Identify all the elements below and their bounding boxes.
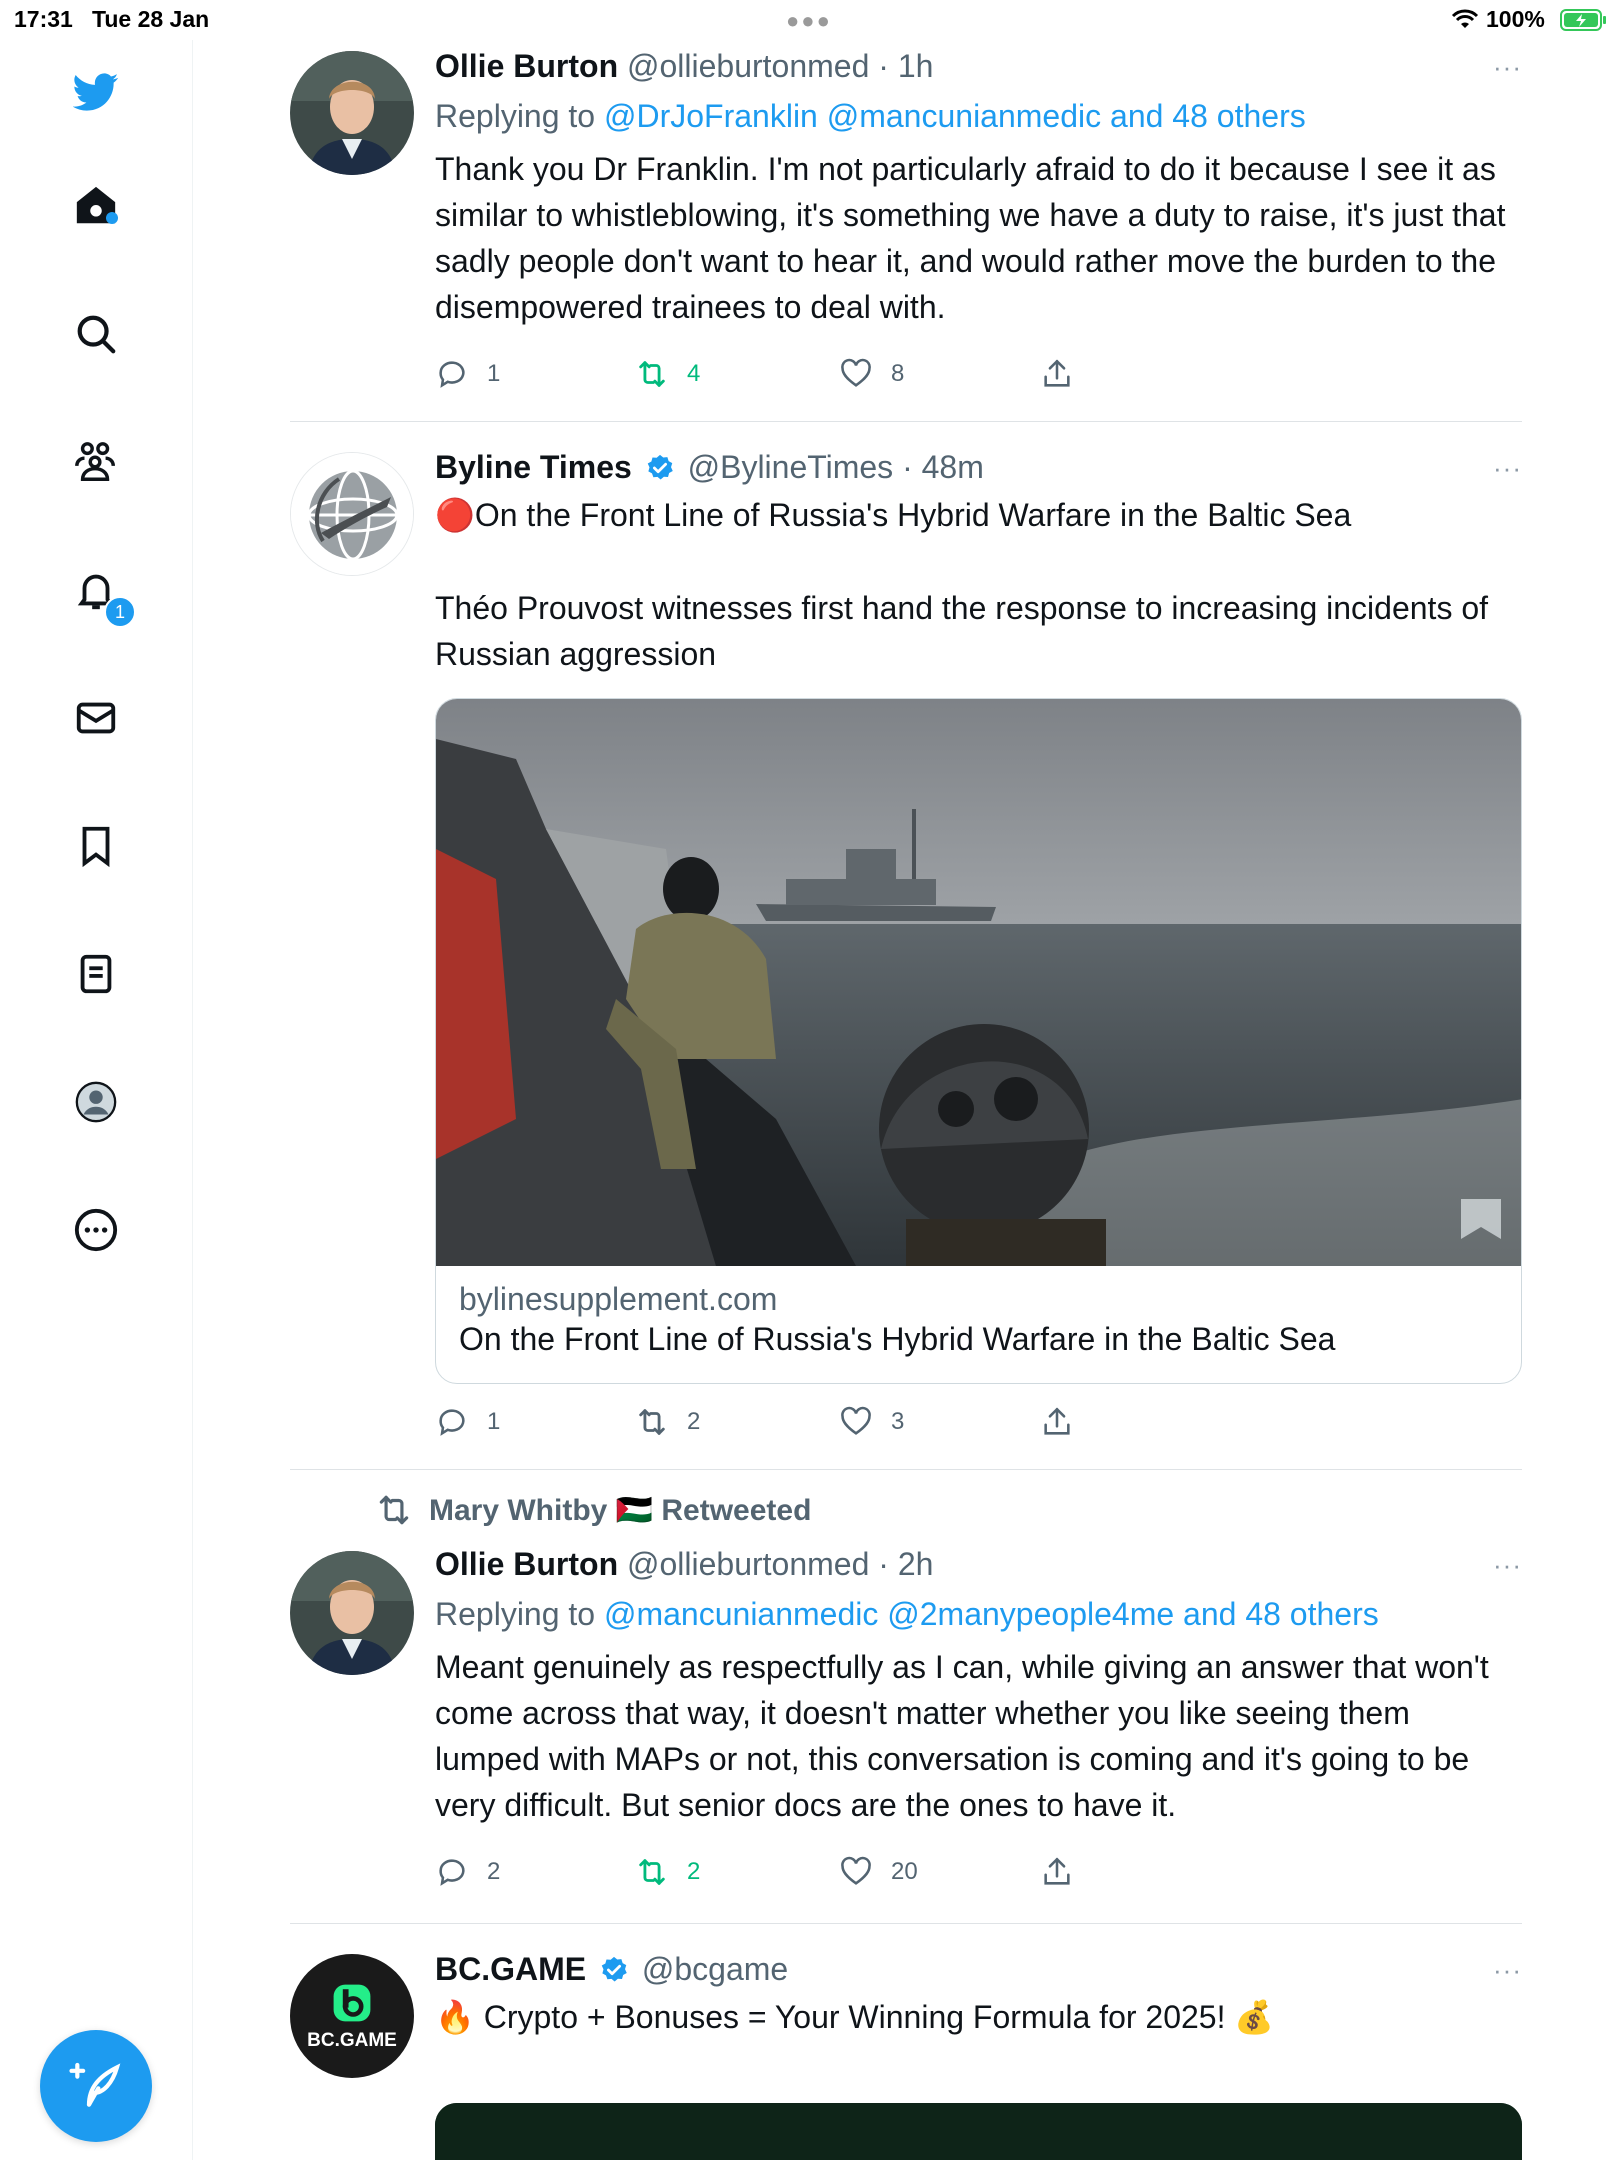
- communities-icon[interactable]: [70, 436, 122, 488]
- tweet-more-menu-icon[interactable]: ···: [1493, 1955, 1522, 1985]
- retweet-button[interactable]: [635, 1402, 700, 1442]
- tweet-text: 🔥 Crypto + Bonuses = Your Winning Formula for 2025! 💰: [435, 1999, 1275, 2035]
- author-name[interactable]: BC.GAME: [435, 1951, 587, 1987]
- reply-count: 1: [487, 1408, 501, 1435]
- author-name[interactable]: Ollie Burton: [435, 48, 619, 84]
- retweet-count: 4: [687, 360, 701, 387]
- avatar[interactable]: [290, 1954, 414, 2078]
- like-count: 20: [891, 1858, 918, 1885]
- retweet-button[interactable]: [635, 354, 700, 394]
- retweet-count: 2: [687, 1858, 701, 1885]
- bookmarks-icon[interactable]: [70, 820, 122, 872]
- tweet-header: [435, 46, 1522, 86]
- avatar-brand-text: BC.GAME: [307, 2030, 397, 2051]
- tweet-content: [435, 46, 1522, 330]
- avatar[interactable]: [290, 452, 414, 576]
- like-count: 8: [891, 360, 905, 387]
- tweet-text-body: Théo Prouvost witnesses first hand the response to increasing incidents of Russian aggression: [435, 590, 1489, 672]
- tweet-text: Thank you Dr Franklin. I'm not particularly afraid to do it because I see it as similar to whistleblowing, it's something we have a duty to raise, it's just that sadly people don't want to hear it, and would rather move the burden to the disempowered trainees to deal with.: [435, 151, 1506, 325]
- promo-media[interactable]: [435, 2103, 1522, 2160]
- card-image[interactable]: [436, 699, 1522, 1266]
- compose-button[interactable]: [40, 2030, 152, 2142]
- profile-icon[interactable]: [70, 1076, 122, 1128]
- notification-count-badge: 1: [104, 596, 136, 628]
- replying-to-prefix: Replying to: [435, 1596, 604, 1632]
- share-button[interactable]: [1040, 354, 1092, 394]
- tweet-more-menu-icon[interactable]: ···: [1493, 52, 1522, 82]
- messages-icon[interactable]: [70, 692, 122, 744]
- tweet-content: [435, 1544, 1522, 1828]
- wifi-icon: [1450, 8, 1480, 30]
- card-title: On the Front Line of Russia's Hybrid Warfare in the Baltic Sea: [459, 1321, 1336, 1357]
- replying-to: [435, 1594, 1522, 1634]
- search-icon[interactable]: [70, 308, 122, 360]
- battery-charging-icon: [1560, 8, 1608, 32]
- reply-button[interactable]: [435, 354, 500, 394]
- reply-count: 2: [487, 1858, 501, 1885]
- replying-to: [435, 96, 1522, 136]
- twitter-logo-icon[interactable]: [70, 66, 122, 118]
- share-icon: [1040, 1855, 1074, 1889]
- sidebar: [0, 40, 193, 2160]
- tweet-content: [435, 447, 1522, 677]
- tweet-actions: [435, 1402, 1135, 1442]
- author-name[interactable]: Byline Times: [435, 449, 632, 485]
- tweet-header: [435, 447, 1522, 487]
- tweet-more-menu-icon[interactable]: ···: [1493, 1550, 1522, 1580]
- share-button[interactable]: [1040, 1852, 1092, 1892]
- tweet-actions: [435, 354, 1135, 394]
- tweet-text-headline: 🔴On the Front Line of Russia's Hybrid Warfare in the Baltic Sea: [435, 497, 1352, 533]
- battery-percent: 100%: [1486, 6, 1545, 32]
- tweet-divider: [290, 421, 1522, 422]
- status-date: Tue 28 Jan: [92, 6, 210, 32]
- tweet-header: [435, 1544, 1522, 1584]
- tweet-divider: [290, 1923, 1522, 1924]
- tweet-text: Meant genuinely as respectfully as I can, while giving an answer that won't come across that way, it doesn't matter whether you like seeing them lumped with MAPs or not, this conversation is coming and it's going to be very difficult. But senior docs are the ones to have it.: [435, 1649, 1489, 1823]
- tweet-divider: [290, 1469, 1522, 1470]
- heart-icon: [839, 1855, 873, 1889]
- share-button[interactable]: [1040, 1402, 1092, 1442]
- retweet-icon: [635, 1855, 669, 1889]
- tweet-content: [435, 1949, 1522, 2040]
- tweet-actions: [435, 1852, 1135, 1892]
- status-time: 17:31: [14, 6, 73, 32]
- retweet-icon: [375, 1491, 413, 1529]
- replying-to-users-link[interactable]: @mancunianmedic @2manypeople4me and 48 others: [603, 1596, 1379, 1632]
- retweeted-by-line[interactable]: [375, 1491, 811, 1529]
- retweet-count: 2: [687, 1408, 701, 1435]
- status-bar: [0, 0, 1620, 40]
- retweet-button[interactable]: [635, 1852, 700, 1892]
- avatar[interactable]: [290, 51, 414, 175]
- author-name[interactable]: Ollie Burton: [435, 1546, 619, 1582]
- home-icon[interactable]: [70, 180, 122, 232]
- like-button[interactable]: [839, 354, 904, 394]
- reply-count: 1: [487, 360, 501, 387]
- author-handle-time[interactable]: @BylineTimes · 48m: [687, 449, 984, 485]
- author-handle-time[interactable]: @ollieburtonmed · 2h: [627, 1546, 934, 1582]
- replying-to-users-link[interactable]: @DrJoFranklin @mancunianmedic and 48 others: [603, 98, 1306, 134]
- link-card[interactable]: [435, 698, 1522, 1384]
- retweeted-by-text: Mary Whitby 🇵🇸 Retweeted: [429, 1493, 812, 1527]
- compose-icon: [68, 2058, 124, 2114]
- tweet-header: [435, 1949, 1522, 1989]
- like-button[interactable]: [839, 1402, 904, 1442]
- multitasking-dots-icon[interactable]: ●●●: [786, 8, 832, 33]
- heart-icon: [839, 357, 873, 391]
- more-icon[interactable]: [70, 1204, 122, 1256]
- reply-icon: [435, 1855, 469, 1889]
- author-handle[interactable]: @bcgame: [641, 1951, 789, 1987]
- lists-icon[interactable]: [70, 948, 122, 1000]
- retweet-icon: [635, 1405, 669, 1439]
- like-button[interactable]: [839, 1852, 918, 1892]
- reply-button[interactable]: [435, 1402, 500, 1442]
- reply-icon: [435, 1405, 469, 1439]
- verified-badge-icon: [645, 453, 675, 483]
- avatar[interactable]: [290, 1551, 414, 1675]
- home-unread-dot: [106, 212, 118, 224]
- share-icon: [1040, 1405, 1074, 1439]
- share-icon: [1040, 357, 1074, 391]
- like-count: 3: [891, 1408, 905, 1435]
- heart-icon: [839, 1405, 873, 1439]
- author-handle-time[interactable]: @ollieburtonmed · 1h: [627, 48, 934, 84]
- bc-game-logo-icon: [329, 1980, 375, 2026]
- card-domain: bylinesupplement.com: [459, 1281, 778, 1317]
- reply-icon: [435, 357, 469, 391]
- tweet-more-menu-icon[interactable]: ···: [1493, 453, 1522, 483]
- verified-badge-icon: [599, 1955, 629, 1985]
- reply-button[interactable]: [435, 1852, 500, 1892]
- replying-to-prefix: Replying to: [435, 98, 604, 134]
- retweet-icon: [635, 357, 669, 391]
